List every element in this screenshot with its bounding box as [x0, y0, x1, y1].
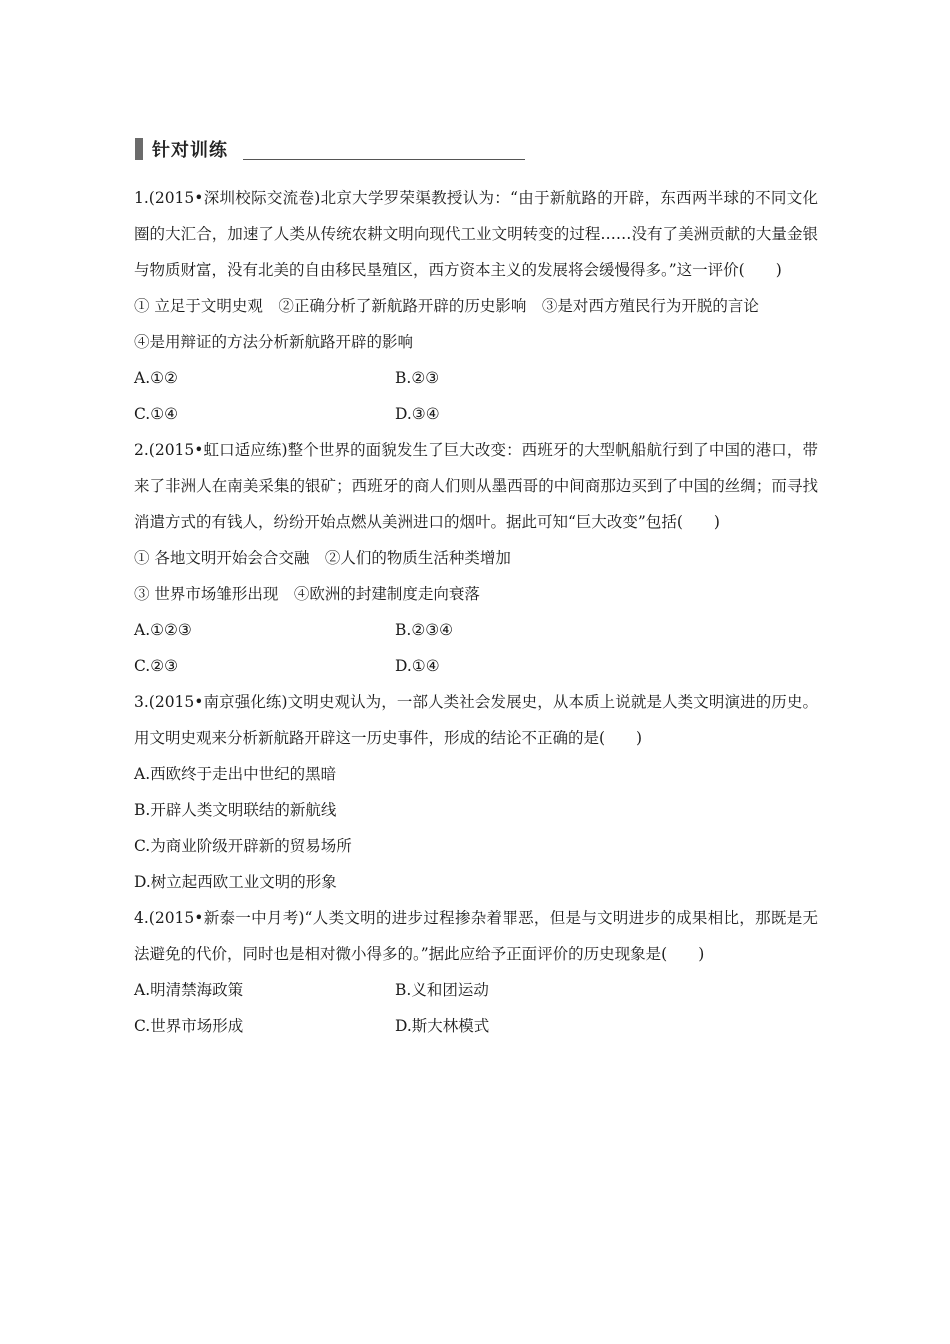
section-underline — [243, 159, 525, 160]
option-c: C.②③ — [134, 657, 179, 675]
option-c: C.为商业阶级开辟新的贸易场所 — [134, 837, 352, 855]
option-c: C.世界市场形成 — [134, 1017, 244, 1035]
option-a: A.明清禁海政策 — [134, 981, 244, 999]
question-3 — [134, 684, 818, 900]
question-1 — [134, 180, 818, 432]
statement-line: ④是用辩证的方法分析新航路开辟的影响 — [134, 333, 414, 351]
section-title: 针对训练 — [152, 140, 228, 161]
option-d: D.树立起西欧工业文明的形象 — [134, 873, 337, 891]
question-4 — [134, 900, 818, 1044]
option-c: C.①④ — [134, 405, 179, 423]
section-marker-bar — [135, 138, 143, 160]
question-stem: 2.(2015•虹口适应练)整个世界的面貌发生了巨大改变：西班牙的大型帆船航行到了中国的港口，带来了非洲人在南美采集的银矿；西班牙的商人们则从墨西哥的中间商那边买到了中国的丝绸；而寻找消遣方式的有钱人，纷纷开始点燃从美洲进口的烟叶。据此可知“巨大改变”包括( ) — [134, 441, 818, 531]
question-stem: 1.(2015•深圳校际交流卷)北京大学罗荣渠教授认为：“由于新航路的开辟，东西两半球的不同文化圈的大汇合，加速了人类从传统农耕文明向现代工业文明转变的过程……没有了美洲贡献的大量金银与物质财富，没有北美的自由移民垦殖区，西方资本主义的发展将会缓慢得多。”这一评价( ) — [134, 189, 818, 279]
statement-line: ① 各地文明开始会合交融 ②人们的物质生活种类增加 — [134, 549, 511, 567]
question-2 — [134, 432, 818, 684]
question-stem: 4.(2015•新泰一中月考)“人类文明的进步过程掺杂着罪恶，但是与文明进步的成果相比，那既是无法避免的代价，同时也是相对微小得多的。”据此应给予正面评价的历史现象是( ) — [134, 909, 818, 963]
option-d: D.①④ — [395, 657, 440, 675]
statement-line: ③ 世界市场雏形出现 ④欧洲的封建制度走向衰落 — [134, 585, 480, 603]
answer-options — [134, 972, 818, 1044]
statement-line: ① 立足于文明史观 ②正确分析了新航路开辟的历史影响 ③是对西方殖民行为开脱的言论 — [134, 297, 759, 315]
option-a: A.西欧终于走出中世纪的黑暗 — [134, 765, 337, 783]
option-b: B.开辟人类文明联结的新航线 — [134, 801, 337, 819]
answer-options — [134, 360, 818, 432]
question-stem: 3.(2015•南京强化练)文明史观认为，一部人类社会发展史，从本质上说就是人类文明演进的历史。用文明史观来分析新航路开辟这一历史事件，形成的结论不正确的是( ) — [134, 693, 818, 747]
option-d: D.③④ — [395, 405, 440, 423]
option-b: B.义和团运动 — [395, 981, 489, 999]
option-d: D.斯大林模式 — [395, 1017, 490, 1035]
option-a: A.①② — [134, 369, 178, 387]
section-header — [135, 136, 525, 162]
option-b: B.②③ — [395, 369, 440, 387]
option-a: A.①②③ — [134, 621, 192, 639]
option-b: B.②③④ — [395, 621, 454, 639]
answer-options — [134, 612, 818, 684]
question-list — [134, 180, 818, 1044]
